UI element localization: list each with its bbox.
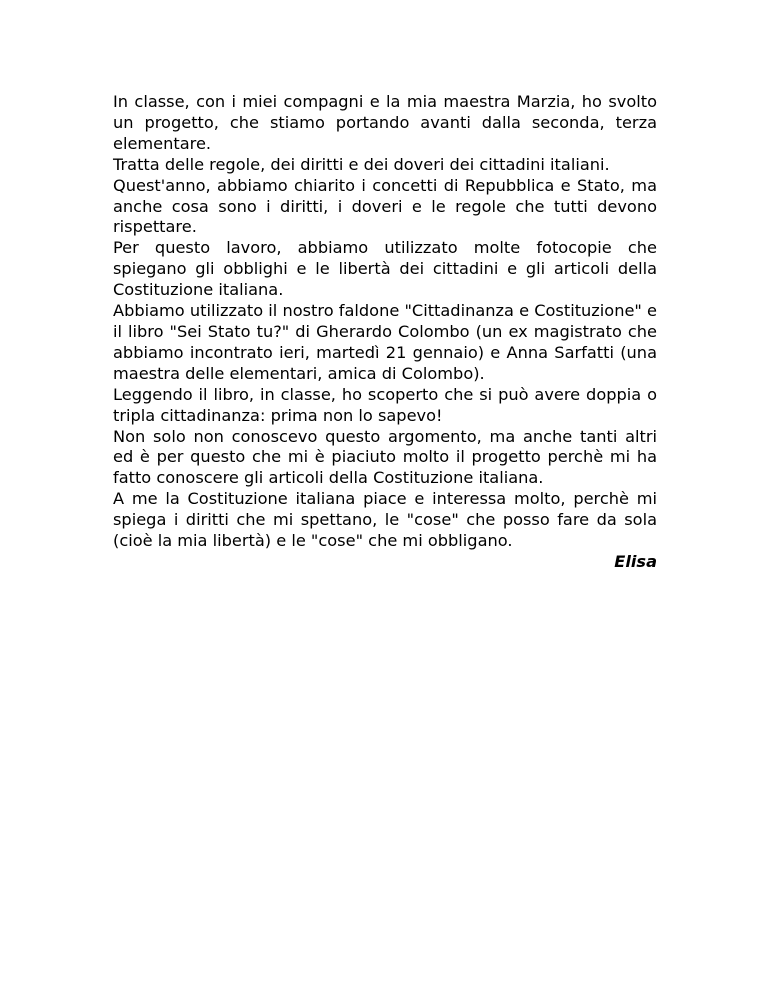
paragraph-2: Tratta delle regole, dei diritti e dei doveri dei cittadini italiani. — [113, 154, 610, 174]
paragraph-8: A me la Costituzione italiana piace e interessa molto, perchè mi spiega i diritti che mi spettano, le "cose" che posso fare da sola (cioè la mia libertà) e le "cose" che mi obbligano. — [113, 489, 657, 551]
paragraph-4: Per questo lavoro, abbiamo utilizzato molte fotocopie che spiegano gli obblighi e le libertà dei cittadini e gli articoli della Costituzione italiana. — [113, 238, 657, 300]
paragraph-1: In classe, con i miei compagni e la mia maestra Marzia, ho svolto un progetto, che stiamo portando avanti dalla seconda, terza elementare. — [113, 92, 657, 153]
author-signature: Elisa — [614, 551, 657, 571]
document-body — [113, 92, 657, 573]
paragraph-7: Non solo non conoscevo questo argomento, ma anche tanti altri ed è per questo che mi è piaciuto molto il progetto perchè mi ha fatto conoscere gli articoli della Costituzione italiana. — [113, 426, 657, 488]
paragraph-6: Leggendo il libro, in classe, ho scoperto che si può avere doppia o tripla cittadinanza: prima non lo sapevo! — [113, 384, 657, 425]
paragraph-5: Abbiamo utilizzato il nostro faldone "Cittadinanza e Costituzione" e il libro "Sei Stato tu?" di Gherardo Colombo (un ex magistrato che abbiamo incontrato ieri, martedì 21 gennaio) e Anna Sarfatti (una maestra delle elementari, amica di Colombo). — [113, 301, 657, 383]
paragraph-3: Quest'anno, abbiamo chiarito i concetti di Repubblica e Stato, ma anche cosa sono i diritti, i doveri e le regole che tutti devono rispettare. — [113, 175, 657, 237]
